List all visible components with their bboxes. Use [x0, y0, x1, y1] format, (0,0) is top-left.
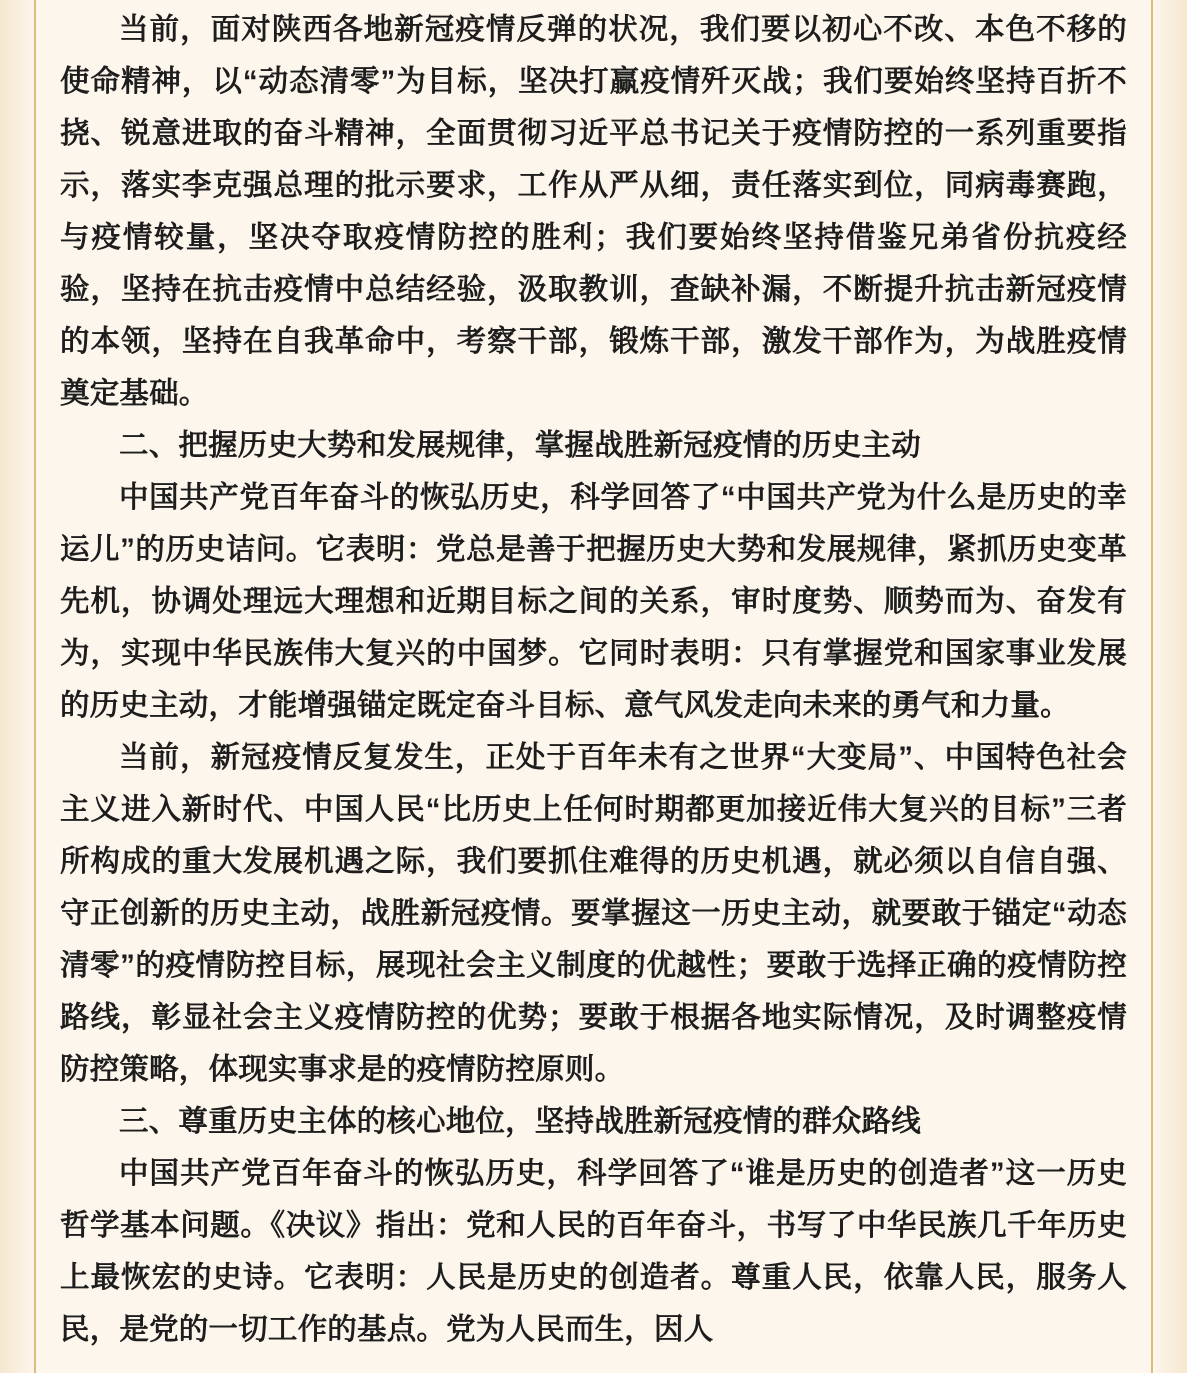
paragraph-section-three-first: 中国共产党百年奋斗的恢弘历史，科学回答了“谁是历史的创造者”这一历史哲学基本问题。《决议》指出：党和人民的百年奋斗，书写了中华民族几千年历史上最恢宏的史诗。它表明：人民是历史的创造者。尊重人民，依靠人民，服务人民，是党的一切工作的基点。党为人民而生，因人: [60, 1157, 1127, 1346]
paragraph-intro: 当前，面对陕西各地新冠疫情反弹的状况，我们要以初心不改、本色不移的使命精神，以“动态清零”为目标，坚决打赢疫情歼灭战；我们要始终坚持百折不挠、锐意进取的奋斗精神，全面贯彻习近平总书记关于疫情防控的一系列重要指示，落实李克强总理的批示要求，工作从严从细，责任落实到位，同病毒赛跑，与疫情较量，坚决夺取疫情防控的胜利；我们要始终坚持借鉴兄弟省份抗疫经验，坚持在抗击疫情中总结经验，汲取教训，查缺补漏，不断提升抗击新冠疫情的本领，坚持在自我革命中，考察干部，锻炼干部，激发干部作为，为战胜疫情奠定基础。: [60, 13, 1127, 410]
page-rule-left: [34, 0, 36, 1373]
section-heading-three: 三、尊重历史主体的核心地位，坚持战胜新冠疫情的群众路线: [119, 1105, 921, 1138]
section-heading-two: 二、把握历史大势和发展规律，掌握战胜新冠疫情的历史主动: [119, 429, 921, 462]
document-body: [60, 0, 1127, 1373]
paragraph-section-two-first: 中国共产党百年奋斗的恢弘历史，科学回答了“中国共产党为什么是历史的幸运儿”的历史诘问。它表明：党总是善于把握历史大势和发展规律，紧抓历史变革先机，协调处理远大理想和近期目标之间的关系，审时度势、顺势而为、奋发有为，实现中华民族伟大复兴的中国梦。它同时表明：只有掌握党和国家事业发展的历史主动，才能增强锚定既定奋斗目标、意气风发走向未来的勇气和力量。: [60, 481, 1127, 722]
page-edge-right: [1153, 0, 1187, 1373]
paragraph-section-two-second: 当前，新冠疫情反复发生，正处于百年未有之世界“大变局”、中国特色社会主义进入新时代、中国人民“比历史上任何时期都更加接近伟大复兴的目标”三者所构成的重大发展机遇之际，我们要抓住难得的历史机遇，就必须以自信自强、守正创新的历史主动，战胜新冠疫情。要掌握这一历史主动，就要敢于锚定“动态清零”的疫情防控目标，展现社会主义制度的优越性；要敢于选择正确的疫情防控路线，彰显社会主义疫情防控的优势；要敢于根据各地实际情况，及时调整疫情防控策略，体现实事求是的疫情防控原则。: [60, 741, 1127, 1086]
page-edge-left: [0, 0, 34, 1373]
page-rule-right: [1151, 0, 1153, 1373]
